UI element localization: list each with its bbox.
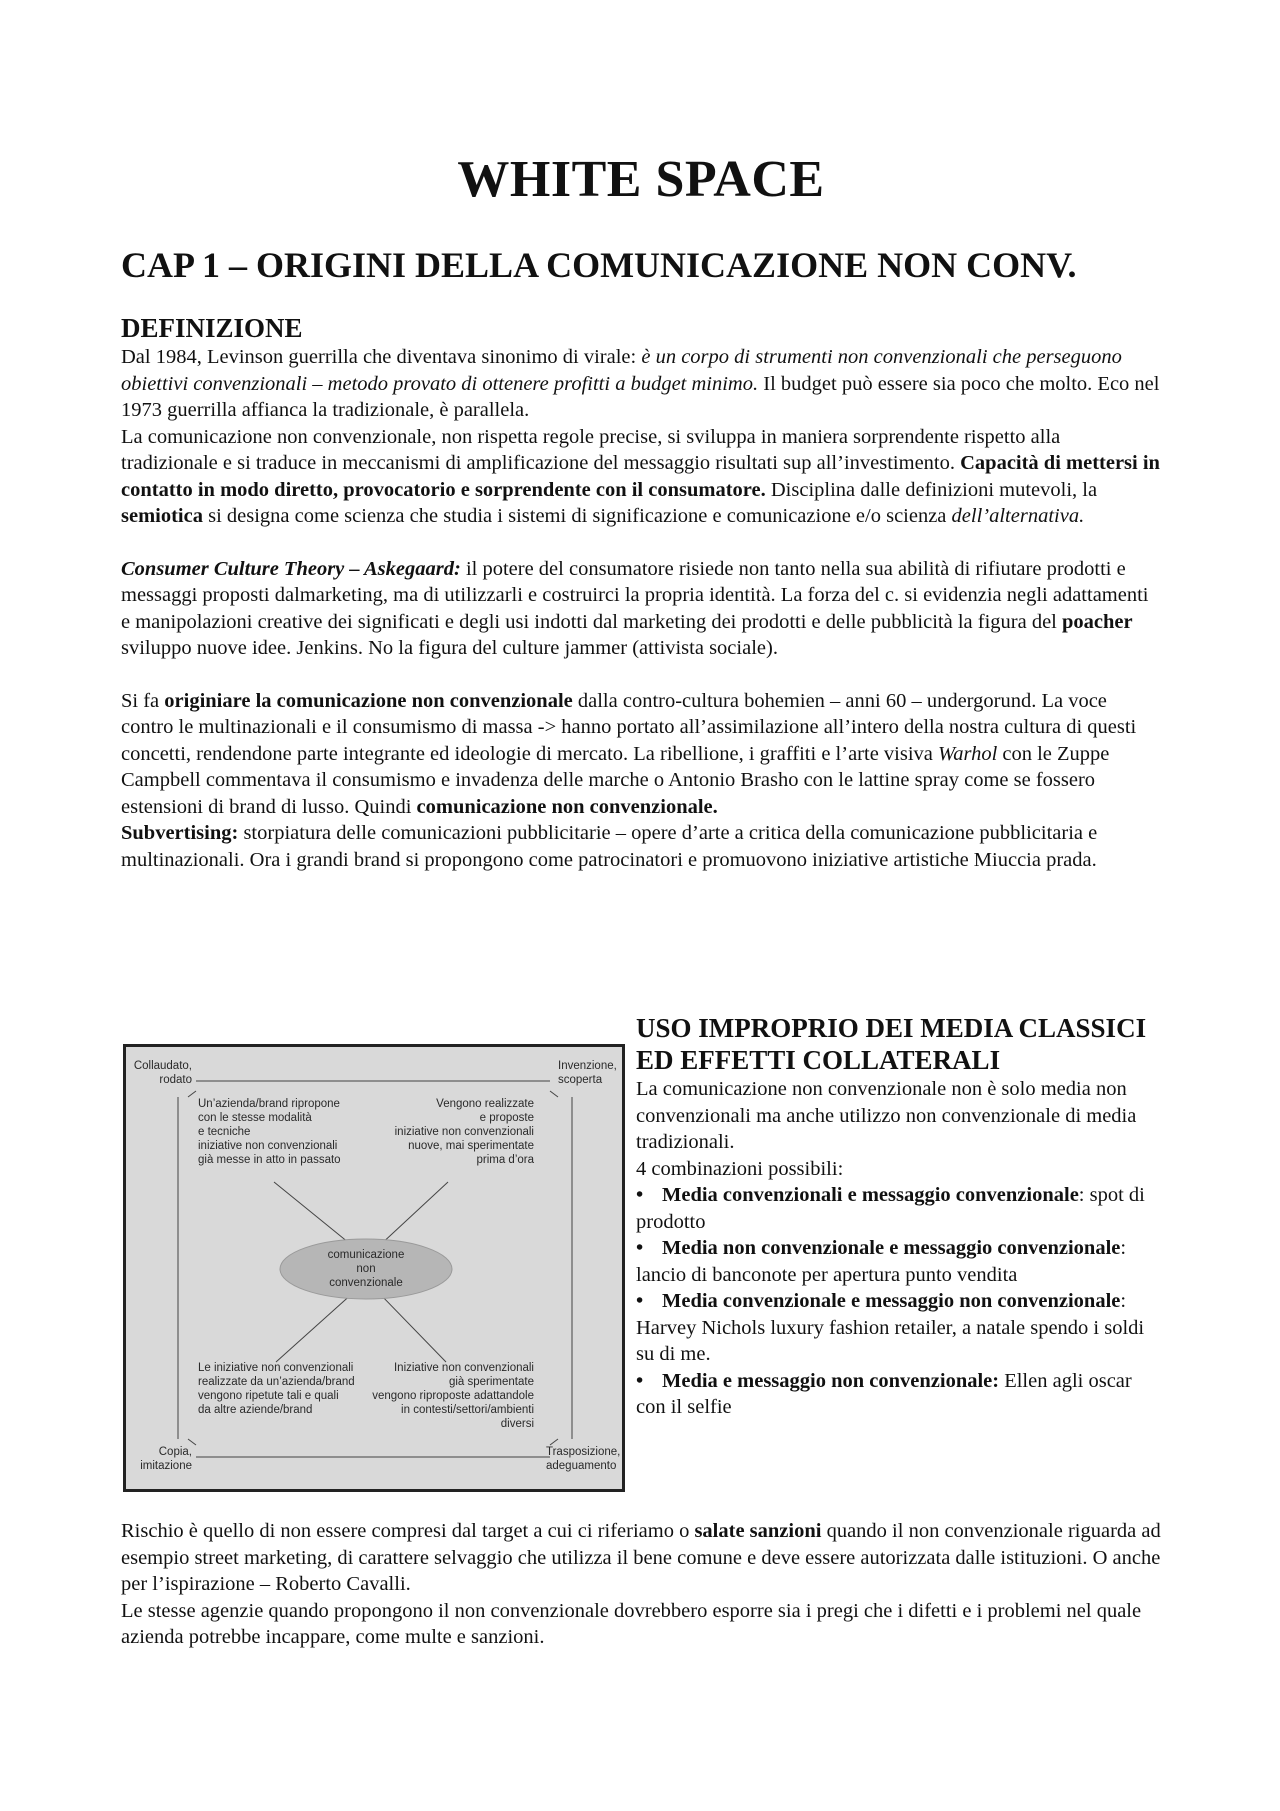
document-title: WHITE SPACE: [457, 151, 825, 208]
text-run: Si fa: [121, 689, 165, 712]
figure-label-top-right: Invenzione, scoperta: [558, 1060, 617, 1086]
text-run-bold: comunicazione non convenzionale.: [416, 795, 718, 818]
text-run: Rischio è quello di non essere compresi dal target a cui ci riferiamo o: [121, 1520, 695, 1542]
list-item: [636, 1368, 1166, 1421]
text-run: : Harvey Nichols luxury fashion retailer, a natale spendo i soldi su di me.: [636, 1290, 1145, 1365]
text-run-bold: poacher: [1062, 610, 1133, 633]
text-run-bold: semiotica: [121, 505, 203, 527]
text-run-bold: salate sanzioni: [694, 1520, 822, 1542]
uso-section: [636, 1012, 1166, 1421]
text-run: Disciplina dalle definizioni mutevoli, la: [765, 478, 1098, 501]
figure-quadrant-top-right: Vengono realizzate e proposte iniziative non convenzionali nuove, mai sperimentate prima d’ora: [394, 1098, 534, 1166]
figure-quadrant-bottom-right: Iniziative non convenzionali già sperimentate vengono riproposte adattandole in contesti/settori/ambienti diversi: [372, 1362, 534, 1430]
definizione-section: [121, 312, 1161, 873]
uso-heading: USO IMPROPRIO DEI MEDIA CLASSICI ED EFFETTI COLLATERALI: [636, 1013, 1147, 1075]
bullet-icon: •: [636, 1184, 644, 1206]
text-run-bold: Media convenzionale e messaggio non convenzionale: [662, 1290, 1121, 1312]
text-run-bold: Media e messaggio non convenzionale:: [662, 1369, 1000, 1392]
diagram-diag-line: [276, 1292, 354, 1362]
bullet-icon: •: [636, 1369, 644, 1392]
figure-center-label: comunicazione non convenzionale: [327, 1249, 405, 1289]
text-run: dalla contro-cultura bohemien – anni 60 – undergorund. La voce contro le multinazionali e il consumismo di massa -> hanno portato all’assimilazione all’intero della nostra cultura di questi concetti, rendendone parte integrante ed ideologie di mercato. La ribellione, i graffiti e l’arte visiva: [121, 689, 1137, 765]
text-run: il potere del consumatore risiede non tanto nella sua abilità di rifiutare prodotti e messaggi proposti dalmarketing, ma di utilizzarli e costruirci la propria identità. La forza del c. si evidenzia negli adattamenti e manipolazioni creative dei significati e degli usi indotti dal marketing dei prodotti e delle pubblicità la figura del: [121, 557, 1149, 633]
text-run: quando il non convenzionale riguarda ad esempio street marketing, di carattere selvaggio che utilizza il bene comune e deve essere autorizzata dalle istituzioni. O anche per l’ispirazione – Roberto Cavalli.: [121, 1520, 1161, 1595]
text-run-italic: è un corpo di strumenti non convenzionali che perseguono obiettivi convenzionali – metodo provato di ottenere profitti a budget minimo.: [121, 346, 1122, 395]
rischio-section: [121, 1518, 1161, 1651]
cct-paragraph: [121, 556, 1161, 662]
figure-label-bottom-right: Trasposizione, adeguamento: [546, 1446, 621, 1472]
text-run-bold: originiare la comunicazione non convenzionale: [164, 689, 573, 712]
uso-intro: La comunicazione non convenzionale non è solo media non convenzionali ma anche utilizzo non convenzionale di media tradizionali.: [636, 1078, 1137, 1153]
text-run: Il budget può essere sia poco che molto. Eco nel 1973 guerrilla affianca la tradizionale, è parallela.: [121, 372, 1160, 421]
uso-list: [636, 1182, 1166, 1421]
bullet-icon: •: [636, 1290, 644, 1312]
definizione-paragraph-2: [121, 424, 1161, 530]
diagram-diag-line: [378, 1292, 446, 1362]
text-run-bold: Media non convenzionale e messaggio convenzionale: [662, 1237, 1121, 1259]
text-run: : spot di prodotto: [636, 1184, 1145, 1233]
text-run: Ellen agli oscar con il selfie: [636, 1369, 1132, 1418]
list-item: [636, 1235, 1166, 1288]
text-run: storpiatura delle comunicazioni pubblicitarie – opere d’arte a critica della comunicazione pubblicitaria e multinazionali. Ora i grandi brand si propongono come patrocinatori e promuovono iniziative artistiche Miuccia prada.: [121, 822, 1098, 871]
list-item: [636, 1182, 1166, 1235]
text-run: La comunicazione non convenzionale, non rispetta regole precise, si sviluppa in maniera sorprendente rispetto alla tradizionale e si traduce in meccanismi di amplificazione del messaggio risultati sup all’investimento.: [121, 425, 1061, 474]
text-run: con le Zuppe Campbell commentava il consumismo e invadenza delle marche o Antonio Brasho con le lattine spray come se fossero estensioni di brand di lusso. Quindi: [121, 742, 1110, 818]
figure-label-bottom-left: Copia, imitazione: [140, 1446, 192, 1472]
definizione-paragraph-1: [121, 344, 1161, 424]
text-run-italic: Warhol: [938, 742, 998, 765]
diagram-diag-line: [274, 1182, 354, 1247]
text-run: sviluppo nuove idee. Jenkins. No la figura del culture jammer (attivista sociale).: [121, 637, 778, 659]
rischio-paragraph-1: [121, 1518, 1161, 1598]
diagram-tick: [188, 1091, 196, 1097]
chapter-heading: CAP 1 – ORIGINI DELLA COMUNICAZIONE NON CONV.: [121, 245, 1077, 285]
origini-paragraph: [121, 688, 1161, 821]
text-run: si designa come scienza che studia i sistemi di significazione e comunicazione e/o scienza: [202, 505, 952, 527]
diagram-tick: [550, 1091, 558, 1097]
text-run-bold-italic: Consumer Culture Theory – Askegaard:: [121, 557, 461, 580]
figure-quadrant-top-left: Un’azienda/brand ripropone con le stesse modalità e tecniche iniziative non convenzionali già messe in atto in passato: [198, 1098, 341, 1166]
figure-quadrant-bottom-left: Le iniziative non convenzionali realizzate da un’azienda/brand vengono ripetute tali e quali da altre aziende/brand: [198, 1362, 355, 1416]
text-run-bold: Subvertising:: [121, 822, 239, 844]
text-run-bold: Capacità di mettersi in contatto in modo diretto, provocatorio e sorprendente con il consumatore.: [121, 452, 1160, 501]
text-run-bold: Media convenzionali e messaggio convenzionale: [662, 1184, 1079, 1206]
diagram-diag-line: [378, 1182, 448, 1247]
text-run-italic: dell’alternativa.: [951, 505, 1085, 527]
text-run: : lancio di banconote per apertura punto vendita: [636, 1237, 1127, 1286]
subvertising-paragraph: [121, 820, 1161, 873]
diagram-figure: [123, 1044, 625, 1492]
text-run: Dal 1984, Levinson guerrilla che diventava sinonimo di virale:: [121, 346, 642, 368]
definizione-heading: DEFINIZIONE: [121, 313, 303, 343]
figure-label-top-left: Collaudato, rodato: [133, 1060, 192, 1086]
rischio-paragraph-2: Le stesse agenzie quando propongono il non convenzionale dovrebbero esporre sia i pregi che i difetti e i problemi nel quale azienda potrebbe incappare, come multe e sanzioni.: [121, 1599, 1142, 1648]
bullet-icon: •: [636, 1237, 644, 1259]
uso-count: 4 combinazioni possibili:: [636, 1157, 844, 1180]
list-item: [636, 1288, 1166, 1368]
